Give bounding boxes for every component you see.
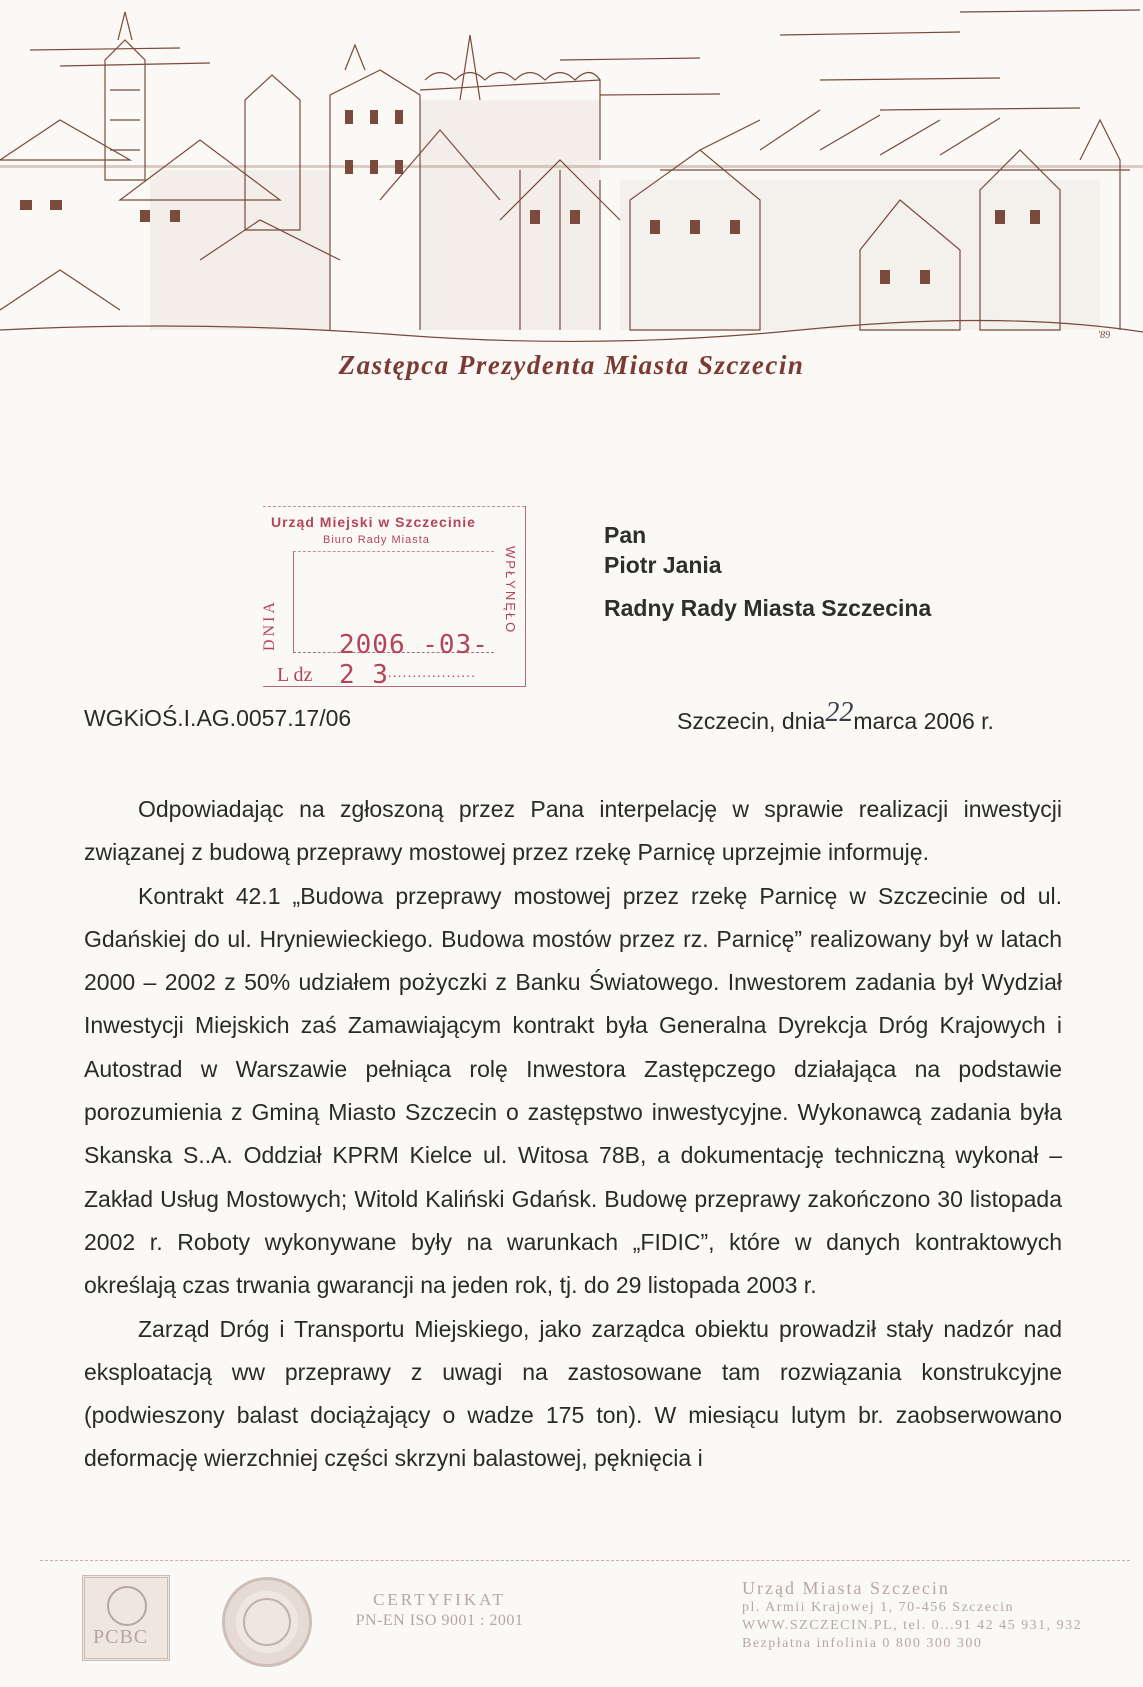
office-hotline: Bezpłatna infolinia 0 800 300 300 [742,1636,983,1651]
stamp-ldz: L dz [277,664,313,686]
place-date-prefix: Szczecin, dnia [677,708,826,734]
office-contact [742,1578,1082,1653]
paragraph-1: Odpowiadając na zgłoszoną przez Pana interpelację w sprawie realizacji inwestycji związanej z budową przeprawy mostowej przez rzekę Parnicę uprzejmie informuję. [84,796,1062,866]
pcbc-certification-logo [82,1575,170,1661]
office-name: Urząd Miasta Szczecin [742,1578,950,1598]
recipient-name: Piotr Jania [604,552,722,578]
footer-divider [40,1560,1130,1561]
seal-inner-ring [243,1598,291,1646]
office-address: pl. Armii Krajowej 1, 70-456 Szczecin [742,1600,1015,1615]
stamp-date: 2006 -03- 2 3 [339,630,489,690]
receipt-stamp [261,506,526,690]
office-website-phone: WWW.SZCZECIN.PL, tel. 0...91 42 45 931, 932 [742,1618,1083,1633]
szczecin-skyline-engraving [0,0,1143,345]
artist-signature: '89 [1098,330,1111,341]
paragraph-2: Kontrakt 42.1 „Budowa przeprawy mostowej przez rzekę Parnicę w Szczecinie od ul. Gdańskiej do ul. Hryniewieckiego. Budowa mostów przez rz. Parnicę” realizowany był w latach 2000 – 2002 z 50% udziałem pożyczki z Banku Światowego. Inwestorem zadania był Wydział Inwestycji Miejskich zaś Zamawiającym kontrakt była Generalna Dyrekcja Dróg Krajowych i Autostrad w Warszawie pełniąca rolę Inwestora Zastępczego działająca na podstawie porozumienia z Gminą Miasto Szczecin o zastępstwo inwestycyjne. Wykonawcą zadania była Skanska S..A. Oddział KPRM Kielce ul. Witosa 78B, a dokumentację techniczną wykonał – Zakład Usług Mostowych; Witold Kaliński Gdańsk. Budowę przeprawy zakończono 30 listopada 2002 r. Roboty wykonywane były na warunkach „FIDIC”, które w danych kontraktowych określają czas trwania gwarancji na jeden rok, tj. do 29 listopada 2003 r. [84,882,1062,1299]
letter-body [84,788,1062,1481]
recipient-position: Radny Rady Miasta Szczecina [604,595,932,621]
stamp-office: Urząd Miejski w Szczecinie [271,514,476,530]
stamp-received-label: WPŁYNĘŁO [503,546,518,635]
place-date [677,697,994,737]
stamp-dots: ................... [383,664,476,680]
office-title: Zastępca Prezydenta Miasta Szczecin [338,350,805,380]
reference-number: WGKiOŚ.I.AG.0057.17/06 [84,705,352,731]
certificate-seal-icon [222,1577,312,1667]
eagle-emblem-icon [107,1586,147,1626]
pcbc-label: PCBC [93,1626,149,1648]
stamp-divider [263,506,525,507]
certificate-title: CERTYFIKAT [373,1590,506,1609]
paragraph-3: Zarząd Dróg i Transportu Miejskiego, jako zarządca obiektu prowadził stały nadzór nad eksploatacją ww przeprawy z uwagi na zastosowane tam rozwiązania konstrukcyjne (podwieszony balast dociążający o wadze 175 ton). W miesiącu lutym br. zaobserwowano deformację wierzchniej części skrzyni balastowej, pęknięcia i [84,1315,1062,1472]
stamp-date-label: DNIA [261,599,278,651]
certificate-standard: PN-EN ISO 9001 : 2001 [355,1612,524,1629]
certificate-label [352,1590,527,1630]
stamp-department: Biuro Rady Miasta [323,534,430,546]
recipient-block [604,520,931,623]
handwritten-day: 22 [825,697,854,728]
recipient-salutation: Pan [604,522,647,548]
place-date-suffix: marca 2006 r. [853,708,994,734]
